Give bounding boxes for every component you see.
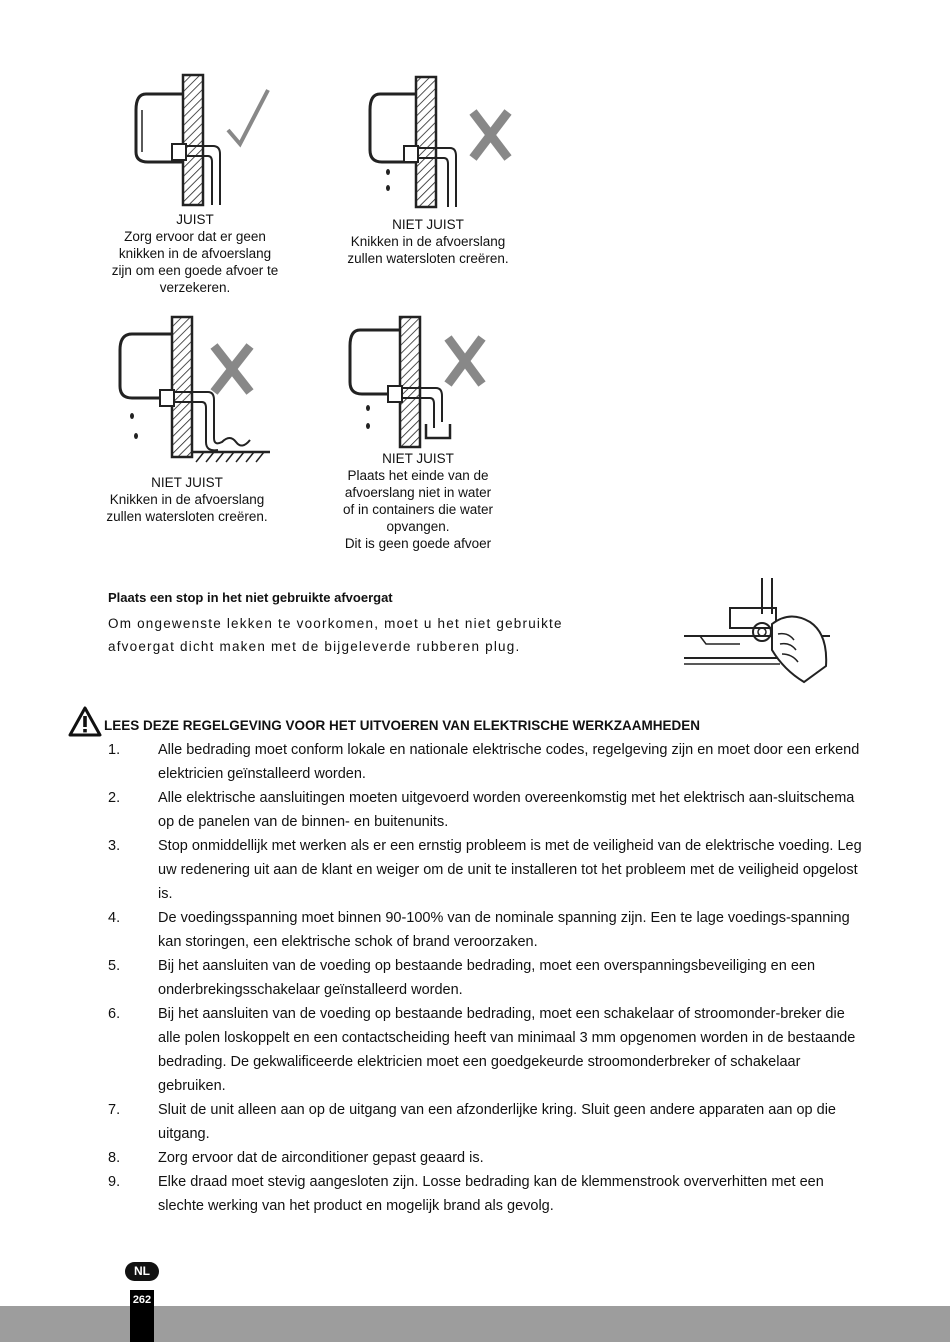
list-item: 5. Bij het aansluiten van de voeding op bestaande bedrading, moet een overspanningsbeveiliging en een onderbrekingsschakelaar geïnstalleerd worden. bbox=[108, 958, 816, 998]
figure-wrong-in-water bbox=[340, 312, 510, 452]
page-number: 262 bbox=[132, 1294, 152, 1306]
list-item: 3. Stop onmiddellijk met werken als er een ernstig probleem is met de veiligheid van de elektrische voeding. Leg uw redenering uit aan de klant en weiger om de unit te installeren tot het probleem met de veiligheid opgelost is. bbox=[108, 838, 862, 902]
list-item: 6. Bij het aansluiten van de voeding op bestaande bedrading, moet een schakelaar of stroomonder-breker die alle polen loskoppelt en een contactscheiding heeft van minimaal 3 mm opgenomen worden in de bestaande bedrading. De gekwalificeerde elektricien moet een goedgekeurde stroomonderbreker of schakelaar gebruiken. bbox=[108, 1006, 856, 1094]
list-item: 9. Elke draad moet stevig aangesloten zijn. Losse bedrading kan de klemmenstrook oververhitten met een slechte werking van het product en mogelijk brand als gevolg. bbox=[108, 1174, 824, 1214]
figure-rubber-plug bbox=[680, 574, 840, 690]
electrical-rules-list bbox=[108, 738, 868, 1218]
list-item: 7. Sluit de unit alleen aan op de uitgang van een afzonderlijke kring. Sluit geen andere apparaten aan op die uitgang. bbox=[108, 1102, 836, 1142]
figure-wrong-kink-floor bbox=[110, 312, 270, 472]
x-icon bbox=[448, 338, 482, 384]
list-item: 2. Alle elektrische aansluitingen moeten uitgevoerd worden overeenkomstig met het elektrisch aan-sluitschema op de panelen van de binnen- en buitenunits. bbox=[108, 790, 855, 830]
check-icon bbox=[228, 90, 268, 144]
list-item: 1. Alle bedrading moet conform lokale en nationale elektrische codes, regelgeving zijn en moet door een erkend elektricien geïnstalleerd worden. bbox=[108, 742, 860, 782]
list-item: 8. Zorg ervoor dat de airconditioner gepast geaard is. bbox=[108, 1150, 484, 1166]
figure-correct-drain bbox=[128, 70, 288, 210]
language-badge: NL bbox=[125, 1262, 159, 1281]
figure-caption-wrong-3: NIET JUIST Plaats het einde van de afvoerslang niet in water of in containers die water opvangen. Dit is geen goede afvoer bbox=[342, 451, 494, 551]
warning-title: LEES DEZE REGELGEVING VOOR HET UITVOEREN VAN ELEKTRISCHE WERKZAAMHEDEN bbox=[104, 718, 701, 733]
figure-caption-wrong-1: NIET JUIST Knikken in de afvoerslang zullen watersloten creëren. bbox=[347, 217, 509, 266]
figure-caption-wrong-2: NIET JUIST Knikken in de afvoerslang zullen watersloten creëren. bbox=[106, 475, 268, 524]
x-icon bbox=[214, 346, 250, 392]
x-icon bbox=[473, 112, 508, 158]
figure-caption-correct: JUIST Zorg ervoor dat er geen knikken in de afvoerslang zijn om een goede afvoer te verzekeren. bbox=[111, 212, 279, 295]
plug-section-title: Plaats een stop in het niet gebruikte afvoergat bbox=[108, 590, 393, 605]
list-item: 4. De voedingsspanning moet binnen 90-100% van de nominale spanning zijn. Een te lage voedings-spanning kan storingen, een elektrische schok of brand veroorzaken. bbox=[108, 910, 850, 950]
warning-triangle-icon bbox=[68, 706, 102, 738]
plug-section-body: Om ongewenste lekken te voorkomen, moet u het niet gebruikte afvoergat dicht maken met de bijgeleverde rubberen plug. bbox=[108, 616, 563, 654]
figure-wrong-kink-up bbox=[358, 72, 528, 212]
